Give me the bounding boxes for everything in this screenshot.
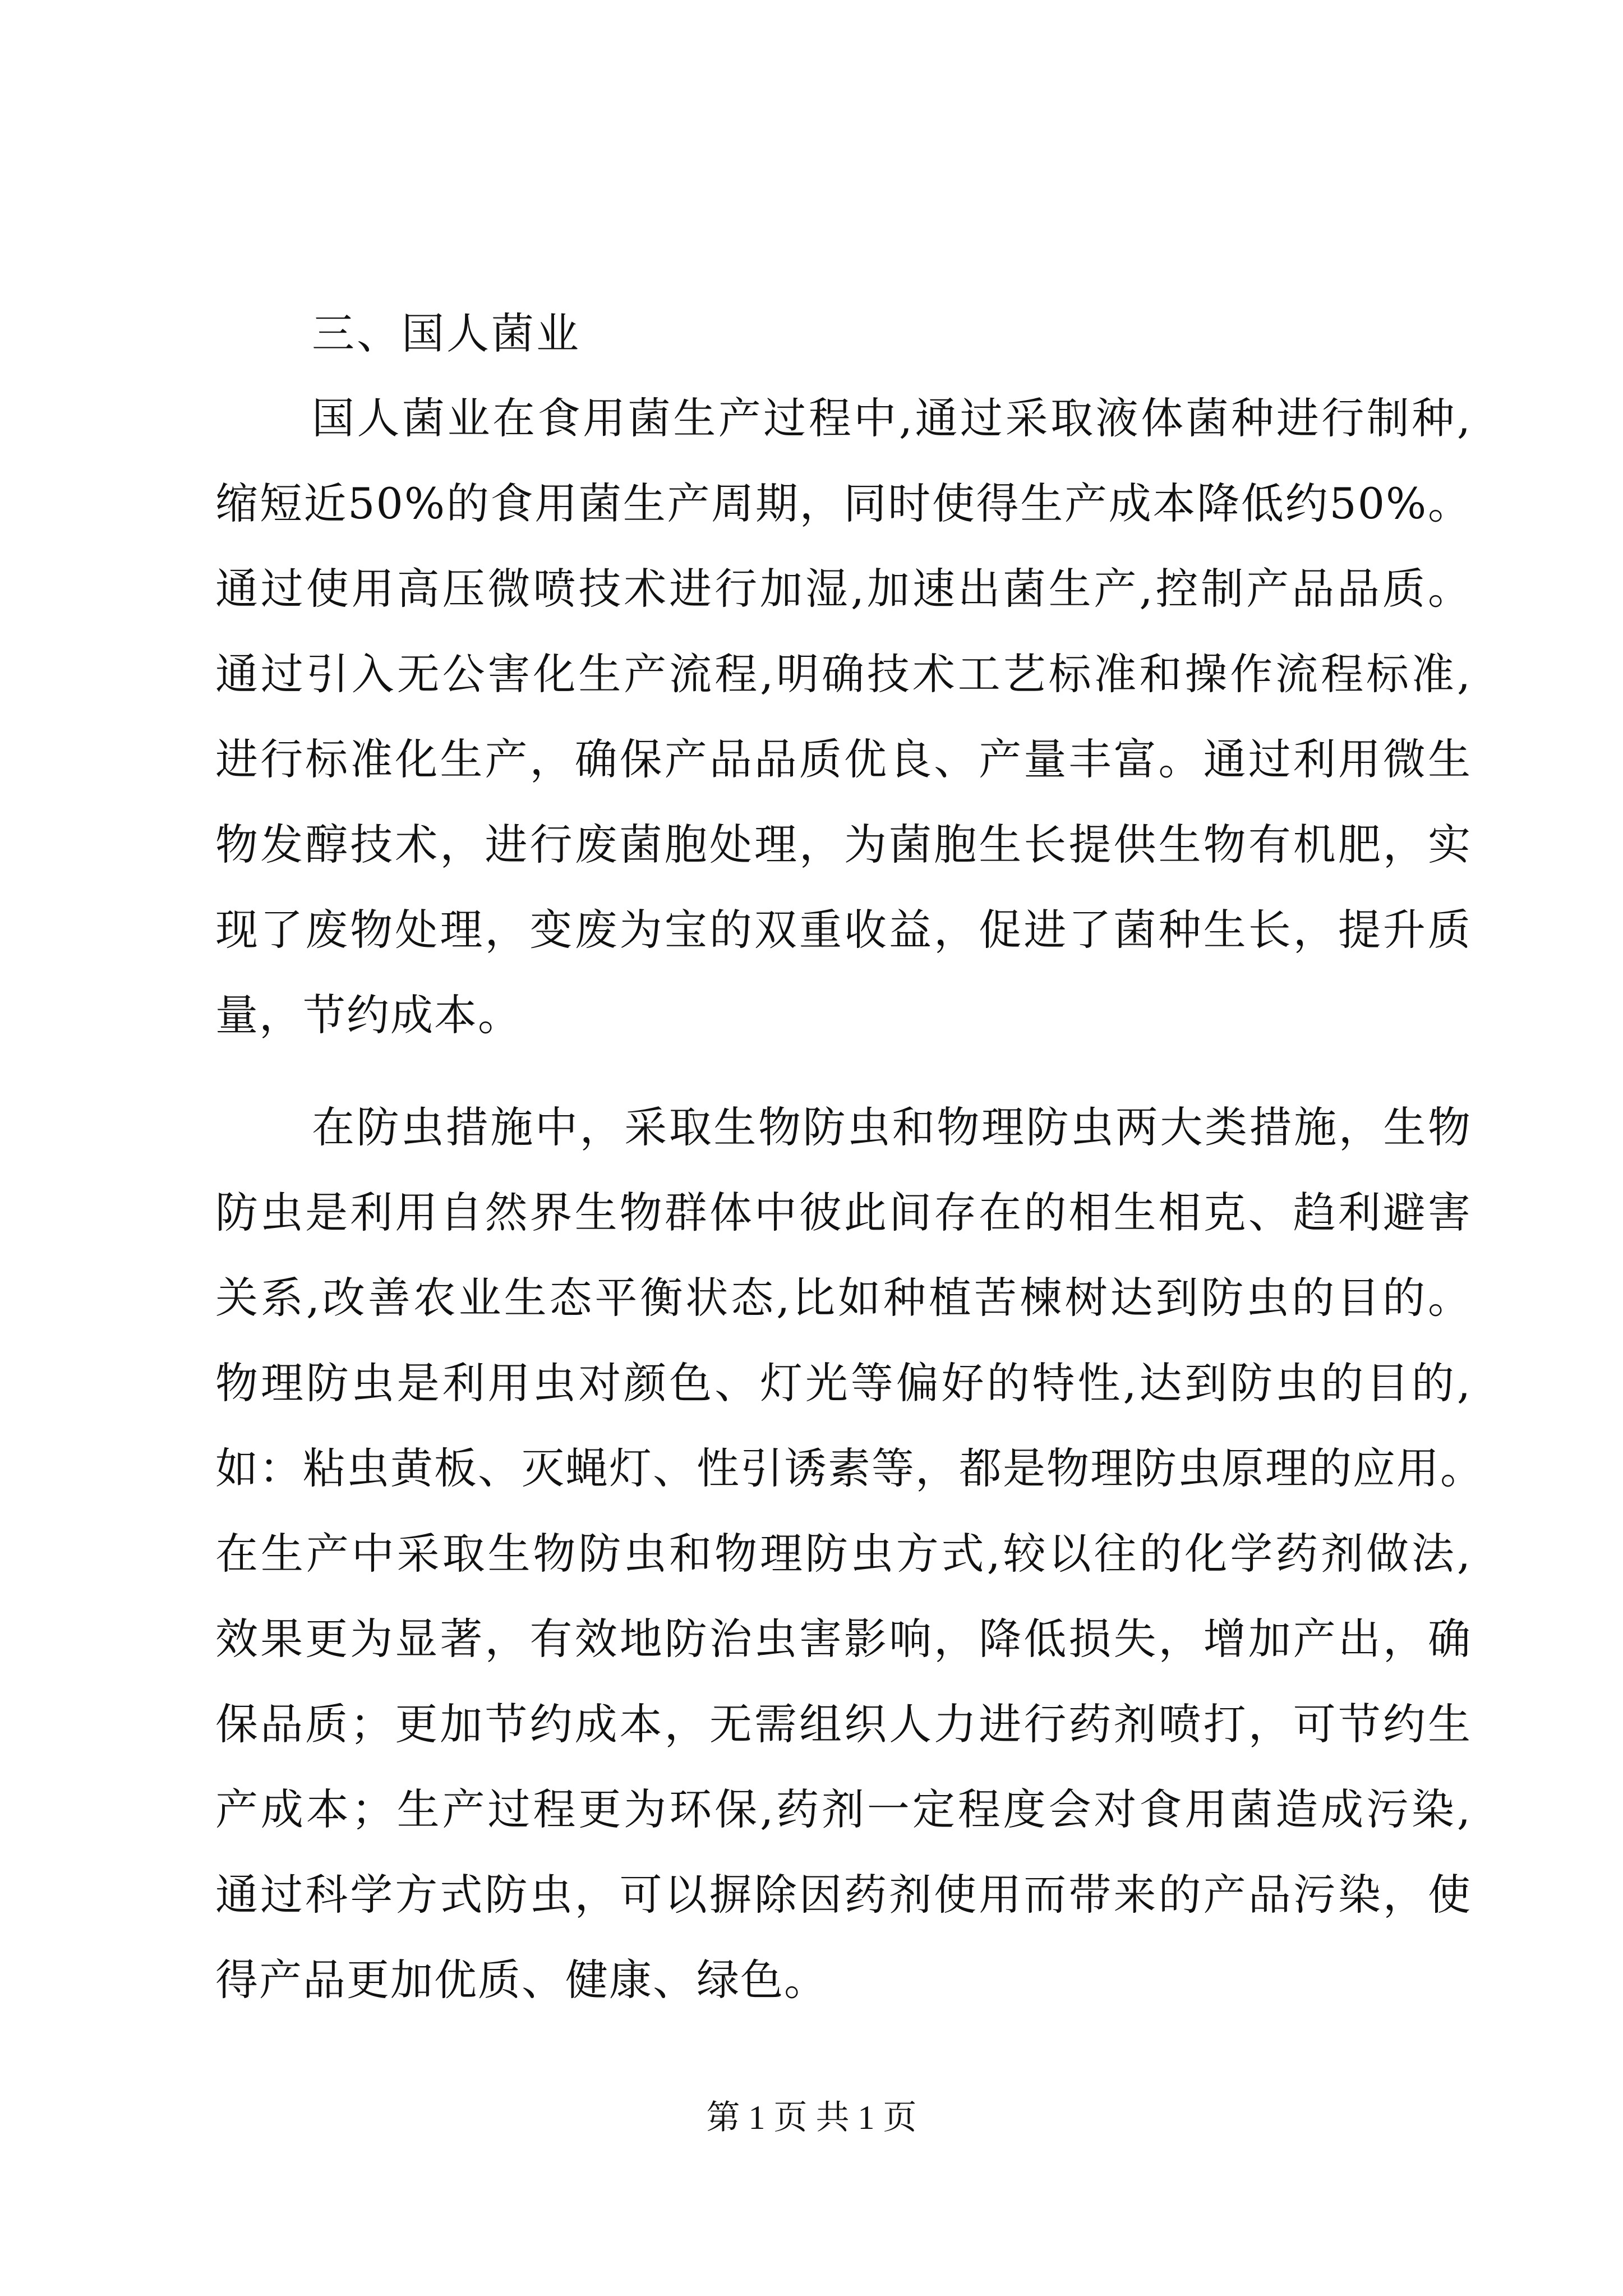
paragraph-line: 通过科学方式防虫，可以摒除因药剂使用而带来的产品污染，使 — [215, 1870, 1472, 1920]
section-heading: 三、国人菌业 — [312, 309, 581, 358]
paragraph-line: 进行标准化生产，确保产品品质优良、产量丰富。通过利用微生 — [215, 734, 1472, 784]
paragraph-line: 效果更为显著，有效地防治虫害影响，降低损失，增加产出，确 — [215, 1614, 1472, 1664]
paragraph-line: 缩短近50%的食用菌生产周期，同时使得生产成本降低约50%。 — [215, 478, 1472, 528]
paragraph-line: 如：粘虫黄板、灭蝇灯、性引诱素等，都是物理防虫原理的应用。 — [215, 1443, 1484, 1493]
paragraph-line: 产成本；生产过程更为环保,药剂一定程度会对食用菌造成污染, — [215, 1784, 1472, 1834]
paragraph-line: 在生产中采取生物防虫和物理防虫方式,较以往的化学药剂做法, — [215, 1529, 1472, 1579]
paragraph-line: 国人菌业在食用菌生产过程中,通过采取液体菌种进行制种, — [312, 393, 1472, 443]
paragraph-line: 在防虫措施中，采取生物防虫和物理防虫两大类措施，生物 — [312, 1102, 1472, 1152]
paragraph-line: 物发醇技术，进行废菌胞处理，为菌胞生长提供生物有机肥，实 — [215, 820, 1472, 869]
paragraph-line: 通过使用高压微喷技术进行加湿,加速出菌生产,控制产品品质。 — [215, 564, 1472, 614]
page-footer: 第 1 页 共 1 页 — [706, 2099, 917, 2136]
paragraph-2 — [215, 1085, 1484, 2023]
paragraph-line: 保品质；更加节约成本，无需组织人力进行药剂喷打，可节约生 — [215, 1699, 1472, 1749]
document-body — [215, 303, 1484, 2050]
paragraph-line: 量，节约成本。 — [215, 990, 522, 1040]
paragraph-1 — [215, 376, 1472, 1058]
paragraph-line: 现了废物处理，变废为宝的双重收益，促进了菌种生长，提升质 — [215, 905, 1472, 955]
paragraph-line: 得产品更加优质、健康、绿色。 — [215, 1955, 828, 2005]
paragraph-line: 防虫是利用自然界生物群体中彼此间存在的相生相克、趋利避害 — [215, 1188, 1472, 1237]
paragraph-line: 物理防虫是利用虫对颜色、灯光等偏好的特性,达到防虫的目的, — [215, 1358, 1472, 1408]
paragraph-line: 关系,改善农业生态平衡状态,比如种植苦楝树达到防虫的目的。 — [215, 1273, 1472, 1323]
paragraph-line: 通过引入无公害化生产流程,明确技术工艺标准和操作流程标准, — [215, 649, 1472, 699]
